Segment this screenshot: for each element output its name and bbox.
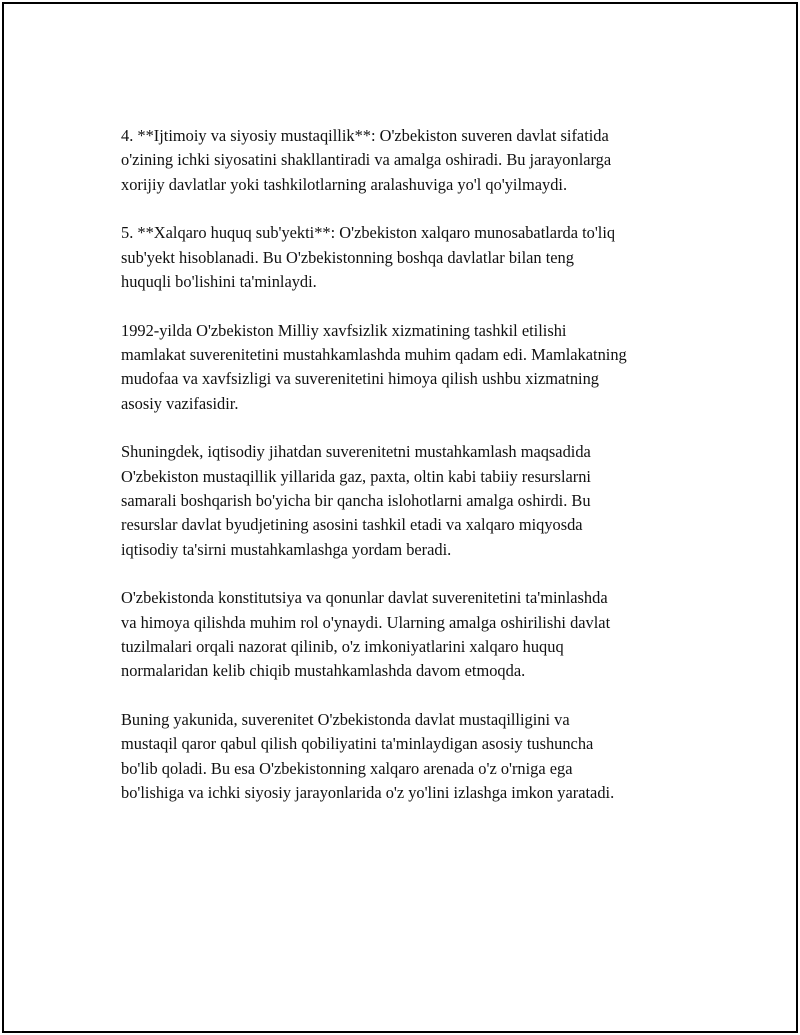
paragraph-item-5: 5. **Xalqaro huquq sub'yekti**: O'zbekiston xalqaro munosabatlarda to'liq sub'yekt hisoblanadi. Bu O'zbekistonning boshqa davlatlar bilan teng huquqli bo'lishini ta'minlaydi. xyxy=(121,223,616,291)
document-body xyxy=(121,124,711,830)
paragraph-conclusion: Buning yakunida, suverenitet O'zbekistonda davlat mustaqilligini va mustaqil qaror qabul qilish qobiliyatini ta'minlaydigan asosiy tushuncha bo'lib qoladi. Bu esa O'zbekistonning xalqaro arenada o'z o'rniga ega bo'lishiga va ichki siyosiy jarayonlarida o'z yo'lini izlashga imkon yaratadi. xyxy=(121,710,615,803)
paragraph-constitution: O'zbekistonda konstitutsiya va qonunlar davlat suverenitetini ta'minlashda va himoya qilishda muhim rol o'ynaydi. Ularning amalga oshirilishi davlat tuzilmalari orqali nazorat qilinib, o'z imkoniyatlarini xalqaro huquq normalaridan kelib chiqib mustahkamlashda davom etmoqda. xyxy=(121,588,611,681)
paragraph-item-4: 4. **Ijtimoiy va siyosiy mustaqillik**: O'zbekiston suveren davlat sifatida o'zining ichki siyosatini shakllantiradi va amalga oshiradi. Bu jarayonlarga xorijiy davlatlar yoki tashkilotlarning aralashuviga yo'l qo'yilmaydi. xyxy=(121,126,612,194)
paragraph-economic-sovereignty: Shuningdek, iqtisodiy jihatdan suverenitetni mustahkamlash maqsadida O'zbekiston mustaqillik yillarida gaz, paxta, oltin kabi tabiiy resurslarni samarali boshqarish bo'yicha bir qancha islohotlarni amalga oshirdi. Bu resurslar davlat byudjetining asosini tashkil etadi va xalqaro miqyosda iqtisodiy ta'sirni mustahkamlashga yordam beradi. xyxy=(121,442,591,559)
paragraph-security-service: 1992-yilda O'zbekiston Milliy xavfsizlik xizmatining tashkil etilishi mamlakat suverenitetini mustahkamlashda muhim qadam edi. Mamlakatning mudofaa va xavfsizligi va suverenitetini himoya qilish ushbu xizmatning asosiy vazifasidir. xyxy=(121,320,627,413)
page-frame xyxy=(2,2,798,1033)
